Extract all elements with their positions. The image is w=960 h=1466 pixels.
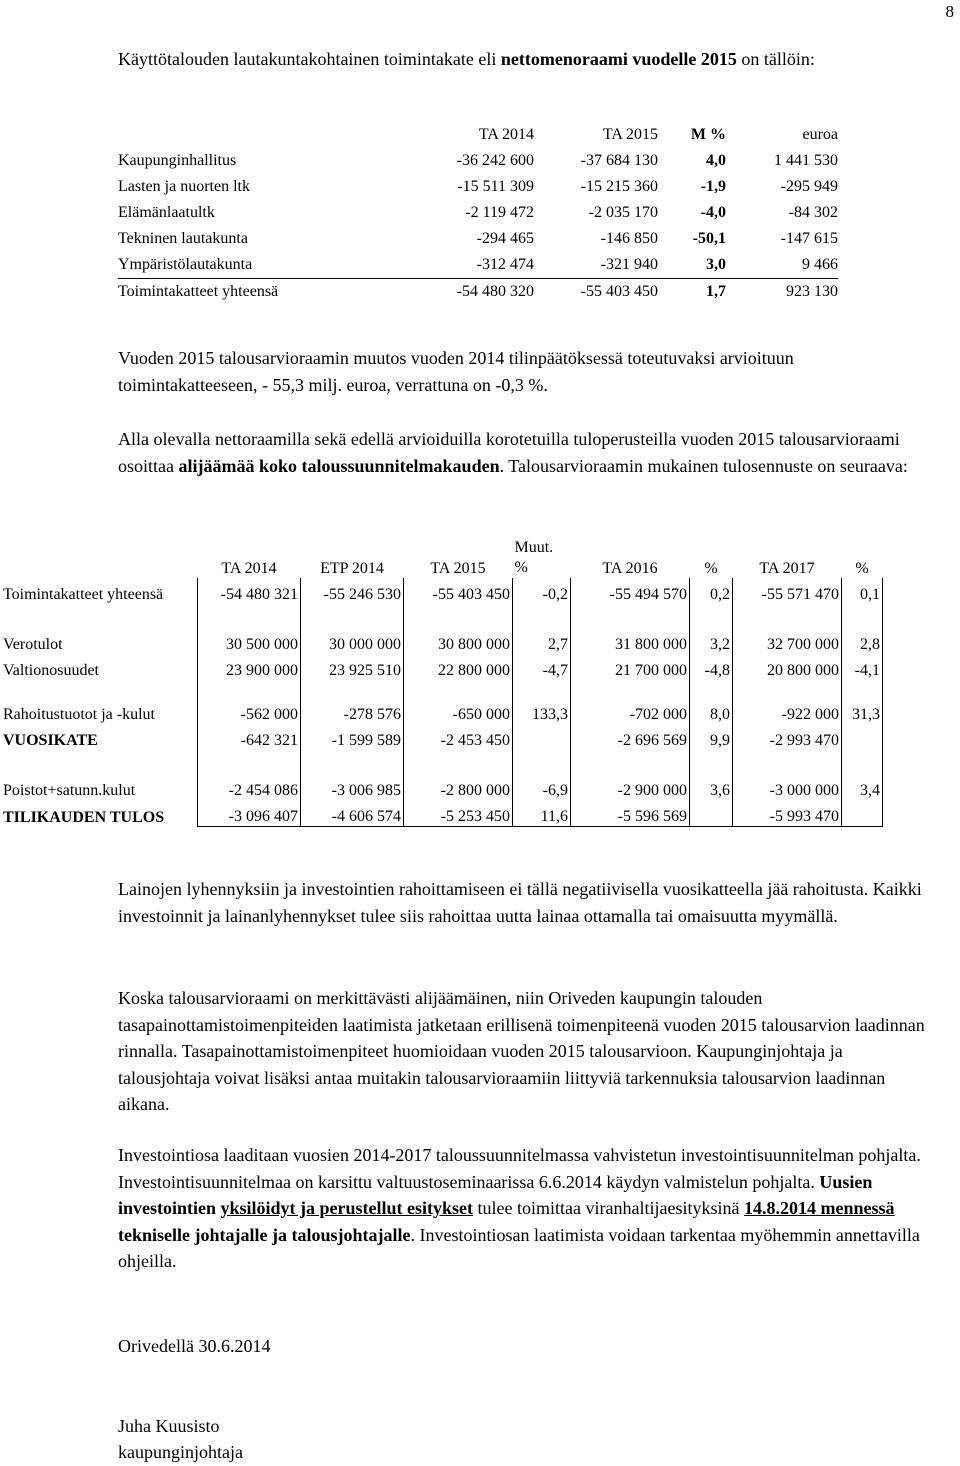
forecast-intro-paragraph: Alla olevalla nettoraamilla sekä edellä arvioiduilla korotetuilla tuloperusteilla vuoden 2015 talousarvioraami osoittaa alijäämää koko taloussuunnitelmakauden. Talousarvioraamin mukainen tulosennuste on seuraava: <box>118 429 908 476</box>
budget-change-paragraph: Vuoden 2015 talousarvioraamin muutos vuoden 2014 tilinpäätöksessä toteutuvaksi arvioituun toimintakatteeseen, - 55,3 milj. euroa, verrattuna on -0,3 %. <box>118 348 794 395</box>
table-row: Verotulot 30 500 000 30 000 000 30 800 000 2,7 31 800 000 3,2 32 700 000 2,8 <box>3 628 883 654</box>
column-header: euroa <box>802 126 838 143</box>
table-row: Rahoitustuotot ja -kulut -562 000 -278 576 -650 000 133,3 -702 000 8,0 -922 000 31,3 <box>3 680 883 724</box>
table-row: VUOSIKATE -642 321 -1 599 589 -2 453 450 -2 696 569 9,9 -2 993 470 <box>3 724 883 750</box>
table-row: Valtionosuudet 23 900 000 23 925 510 22 800 000 -4,7 21 700 000 -4,8 20 800 000 -4,1 <box>3 654 883 680</box>
table-row: Lasten ja nuorten ltk -15 511 309 -15 215 360 -1,9 -295 949 <box>118 178 838 195</box>
column-header: M % <box>690 126 726 143</box>
financing-paragraph: Lainojen lyhennyksiin ja investointien rahoittamiseen ei tällä negatiivisella vuosikatteella jää rahoitusta. Kaikki investoinnit ja lainanlyhennykset tulee siis rahoittaa uutta lainaa ottamalla tai omaisuutta myymällä. <box>118 879 922 926</box>
table-row: Poistot+satunn.kulut -2 454 086 -3 006 985 -2 800 000 -6,9 -2 900 000 3,6 -3 000 000 3,4 <box>3 774 883 800</box>
column-header: ETP 2014 <box>320 560 384 577</box>
column-header: % <box>855 560 869 577</box>
page-number: 8 <box>945 2 954 21</box>
table-row: Ympäristölautakunta -312 474 -321 940 3,0 9 466 <box>118 256 838 273</box>
column-header: TA 2015 <box>602 126 658 143</box>
result-forecast-table <box>3 532 883 827</box>
investment-paragraph: Investointiosa laaditaan vuosien 2014-2017 taloussuunnitelmassa vahvistetun investointisuunnitelman pohjalta. Investointisuunnitelmaa on karsittu valtuustoseminaarissa 6.6.2014 käydyn valmistelun pohjalta. Uusien investointien yksilöidyt ja perustellut esitykset tulee toimittaa viranhaltijaesityksinä 14.8.2014 mennessä tekniselle johtajalle ja talousjohtajalle. Investointiosan laatimista voidaan tarkentaa myöhemmin annettavilla ohjeilla. <box>118 1145 921 1271</box>
table-row: TILIKAUDEN TULOS -3 096 407 -4 606 574 -5 253 450 11,6 -5 596 569 -5 993 470 <box>3 800 883 827</box>
table-header-row <box>118 122 838 148</box>
table-row: Tekninen lautakunta -294 465 -146 850 -50,1 -147 615 <box>118 230 838 247</box>
column-header: TA 2016 <box>602 560 658 577</box>
table-row: Elämänlaatultk -2 119 472 -2 035 170 -4,0 -84 302 <box>118 204 838 221</box>
table-header-row <box>3 532 883 578</box>
column-header: % <box>704 560 718 577</box>
column-header: TA 2014 <box>221 560 277 577</box>
column-header: TA 2014 <box>478 126 534 143</box>
committee-operating-margin-table <box>118 122 838 305</box>
column-header: TA 2015 <box>430 560 486 577</box>
signature-title: kaupunginjohtaja <box>118 1442 243 1462</box>
table-total-row: Toimintakatteet yhteensä -54 480 320 -55 403 450 1,7 923 130 <box>118 279 838 306</box>
place-date: Orivedellä 30.6.2014 <box>118 1336 271 1356</box>
table-row: Kaupunginhallitus -36 242 600 -37 684 130 4,0 1 441 530 <box>118 152 838 169</box>
table-row: Toimintakatteet yhteensä -54 480 321 -55 246 530 -55 403 450 -0,2 -55 494 570 0,2 -55 571 470 0,1 <box>3 578 883 604</box>
signature-name: Juha Kuusisto <box>118 1416 220 1436</box>
balancing-paragraph: Koska talousarvioraami on merkittävästi alijäämäinen, niin Oriveden kaupungin talouden tasapainottamistoimenpiteiden laatimista jatketaan erillisenä toimenpiteenä vuoden 2015 talousarvion laadinnan rinnalla. Tasapainottamistoimenpiteet huomioidaan vuoden 2015 talousarvioon. Kaupunginjohtaja ja talousjohtaja voivat lisäksi antaa muitakin talousarvioraamiin liittyviä tarkennuksia talousarvion laadinnan aikana. <box>118 988 925 1114</box>
column-header: TA 2017 <box>759 560 815 577</box>
intro-paragraph: Käyttötalouden lautakuntakohtainen toimintakate eli nettomenoraami vuodelle 2015 on tällöin: <box>118 49 815 69</box>
column-header: Muut. % <box>514 539 554 576</box>
